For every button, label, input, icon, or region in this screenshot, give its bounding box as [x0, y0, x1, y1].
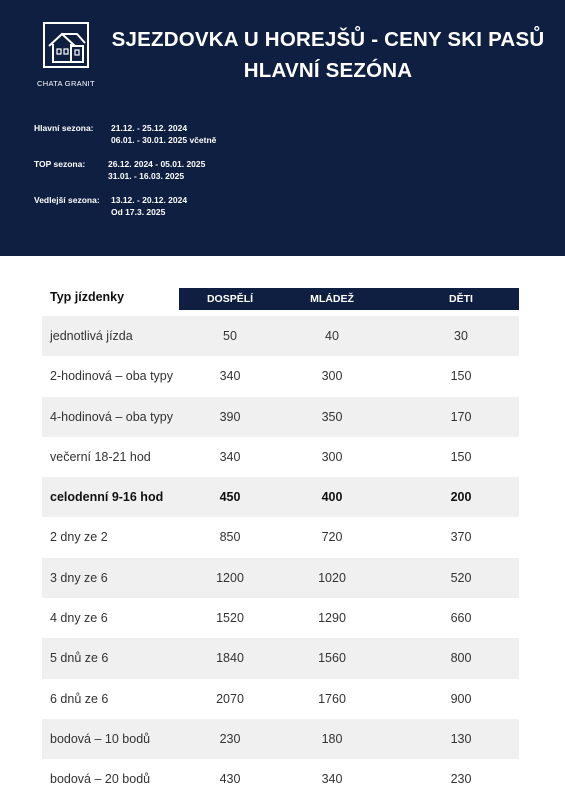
table-row — [42, 558, 519, 598]
price-adult: 1840 — [216, 651, 244, 666]
table-row — [42, 759, 519, 799]
ticket-type: celodenní 9-16 hod — [50, 490, 164, 505]
table-row — [42, 719, 519, 759]
season-date: 06.01. - 30.01. 2025 včetně — [111, 135, 217, 145]
title-line-2: HLAVNÍ SEZÓNA — [243, 59, 413, 82]
ticket-type: bodová – 20 bodů — [50, 772, 151, 787]
ticket-type: 4-hodinová – oba typy — [50, 409, 174, 424]
ticket-type: 2-hodinová – oba typy — [50, 369, 174, 384]
ticket-type: večerní 18-21 hod — [50, 449, 151, 464]
price-adult: 430 — [219, 772, 241, 787]
table-row — [42, 638, 519, 678]
price-child: 230 — [450, 772, 472, 787]
price-youth: 340 — [321, 772, 343, 787]
table-row — [42, 316, 519, 356]
ticket-type: 6 dnů ze 6 — [50, 691, 109, 706]
price-child: 130 — [450, 731, 472, 746]
table-row — [42, 517, 519, 557]
price-youth: 300 — [321, 369, 343, 384]
price-youth: 1020 — [318, 570, 346, 585]
table-row — [42, 598, 519, 638]
price-child: 30 — [454, 329, 468, 343]
table-row — [42, 437, 519, 477]
price-adult: 2070 — [216, 691, 244, 706]
season-date: 13.12. - 20.12. 2024 — [111, 195, 188, 205]
price-child: 520 — [450, 570, 472, 585]
ticket-type: jednotlivá jízda — [50, 329, 133, 343]
ticket-type: 2 dny ze 2 — [50, 530, 108, 545]
price-child: 660 — [450, 611, 472, 626]
price-youth: 180 — [321, 731, 343, 746]
price-table — [42, 284, 519, 800]
price-youth: 350 — [321, 409, 343, 424]
price-child: 150 — [450, 369, 472, 384]
season-label: Hlavní sezona: — [34, 123, 94, 133]
column-header-adult: DOSPĚLÍ — [206, 293, 254, 305]
season-date: Od 17.3. 2025 — [111, 207, 166, 217]
title-line-1: SJEZDOVKA U HOREJŠŮ - CENY SKI PASŮ — [111, 28, 545, 51]
table-row — [42, 397, 519, 437]
season-date: 26.12. 2024 - 05.01. 2025 — [108, 159, 206, 169]
column-header-type: Typ jízdenky — [50, 290, 125, 304]
header-banner — [0, 0, 565, 256]
ticket-type: 3 dny ze 6 — [50, 570, 108, 585]
price-adult: 50 — [223, 329, 237, 343]
season-label: TOP sezona: — [34, 159, 86, 169]
price-child: 150 — [450, 449, 472, 464]
price-child: 800 — [450, 651, 472, 666]
season-date: 31.01. - 16.03. 2025 — [108, 171, 185, 181]
table-header — [42, 284, 519, 316]
price-adult: 390 — [219, 409, 241, 424]
brand-name: CHATA GRANIT — [37, 79, 95, 88]
price-child: 170 — [450, 409, 472, 424]
price-youth: 720 — [321, 530, 343, 545]
price-youth: 40 — [325, 329, 339, 343]
table-row-highlighted — [42, 477, 519, 517]
price-youth: 400 — [321, 490, 343, 505]
season-label: Vedlejší sezona: — [34, 195, 100, 205]
price-adult: 450 — [219, 490, 241, 505]
house-icon — [43, 22, 89, 68]
price-adult: 230 — [219, 731, 241, 746]
price-adult: 340 — [219, 449, 241, 464]
ticket-type: 5 dnů ze 6 — [50, 651, 109, 666]
ticket-type: 4 dny ze 6 — [50, 611, 108, 626]
brand-logo — [30, 22, 102, 88]
price-adult: 340 — [219, 369, 241, 384]
price-adult: 1520 — [216, 611, 244, 626]
price-child: 900 — [450, 691, 472, 706]
price-youth: 300 — [321, 449, 343, 464]
table-row — [42, 356, 519, 396]
price-adult: 1200 — [216, 570, 244, 585]
table-row — [42, 679, 519, 719]
column-header-youth: MLÁDEŽ — [310, 293, 354, 305]
price-child: 370 — [450, 530, 472, 545]
season-date: 21.12. - 25.12. 2024 — [111, 123, 188, 133]
price-youth: 1290 — [318, 611, 346, 626]
price-youth: 1760 — [318, 691, 346, 706]
ticket-type: bodová – 10 bodů — [50, 731, 151, 746]
price-youth: 1560 — [318, 651, 346, 666]
price-child: 200 — [450, 490, 472, 505]
column-header-child: DĚTI — [449, 293, 473, 305]
price-adult: 850 — [219, 530, 241, 545]
page-title — [108, 24, 548, 86]
